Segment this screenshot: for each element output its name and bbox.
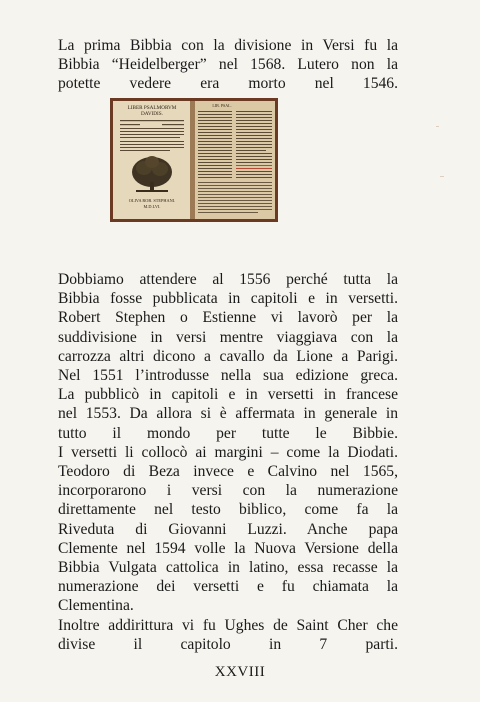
text-line: Bibbia fosse pubblicata in capitoli e in versetti.	[58, 290, 398, 308]
print-year: M.D.LVI.	[143, 204, 161, 209]
left-heading-2: DAVIDIS.	[141, 111, 163, 117]
right-page-header: LIB. PSAL.	[212, 103, 232, 108]
text-line: Inoltre addirittura vi fu Ughes de Saint Cher che	[58, 616, 398, 634]
text-line: nel 1553. Da allora si è affermata in generale in	[58, 405, 398, 423]
text-line: direttamente nel testo biblico, come fa la	[58, 501, 398, 519]
paper-speck	[436, 126, 439, 127]
printer-name: OLIVA ROB. STEPHANI.	[128, 198, 176, 203]
text-line: Bibbia Vulgata cattolica in latino, essa recasse la	[58, 559, 398, 577]
left-heading-1: LIBER PSALMORVM	[127, 105, 177, 111]
text-line: Bibbia “Heidelberger” nel 1568. Lutero non la	[58, 56, 398, 74]
text-line: incorporarono i versi con la numerazione	[58, 482, 398, 500]
text-line: Nel 1551 l’introdusse nella sua edizione greca.	[58, 367, 398, 385]
text-line: Clementina.	[58, 597, 134, 615]
intro-paragraph	[58, 36, 398, 94]
text-line: potette vedere era morto nel 1546.	[58, 75, 398, 93]
page-number: XXVIII	[214, 664, 266, 680]
text-line: Dobbiamo attendere al 1556 perché tutta la	[58, 271, 398, 288]
text-line: Clemente nel 1594 volle la Nuova Versione della	[58, 539, 398, 557]
bible-photo	[110, 98, 278, 222]
text-line: Teodoro di Beza invece e Calvino nel 1565,	[58, 463, 398, 481]
text-line: numerazione dei versetti e fu chiamata la	[58, 578, 398, 596]
text-line: Robert Stephen o Estienne vi lavorò per la	[58, 309, 398, 327]
text-line: suddivisione in versi mentre viaggiava con la	[58, 328, 398, 346]
paper-speck	[440, 176, 444, 177]
text-line: La prima Bibbia con la divisione in Versi fu la	[58, 37, 398, 54]
text-line: Riveduta di Giovanni Luzzi. Anche papa	[58, 520, 398, 538]
text-line: tutto il mondo per tutte le Bibbie.	[58, 424, 398, 442]
history-paragraph	[58, 270, 398, 654]
text-line: I versetti li collocò ai margini – come la Diodati.	[58, 443, 398, 461]
text-line: divise il capitolo in 7 parti.	[58, 635, 398, 653]
text-line: carrozza altri dicono a cavallo da Lione a Parigi.	[58, 347, 398, 365]
text-line: La pubblicò in capitoli e in versetti in francese	[58, 386, 398, 404]
